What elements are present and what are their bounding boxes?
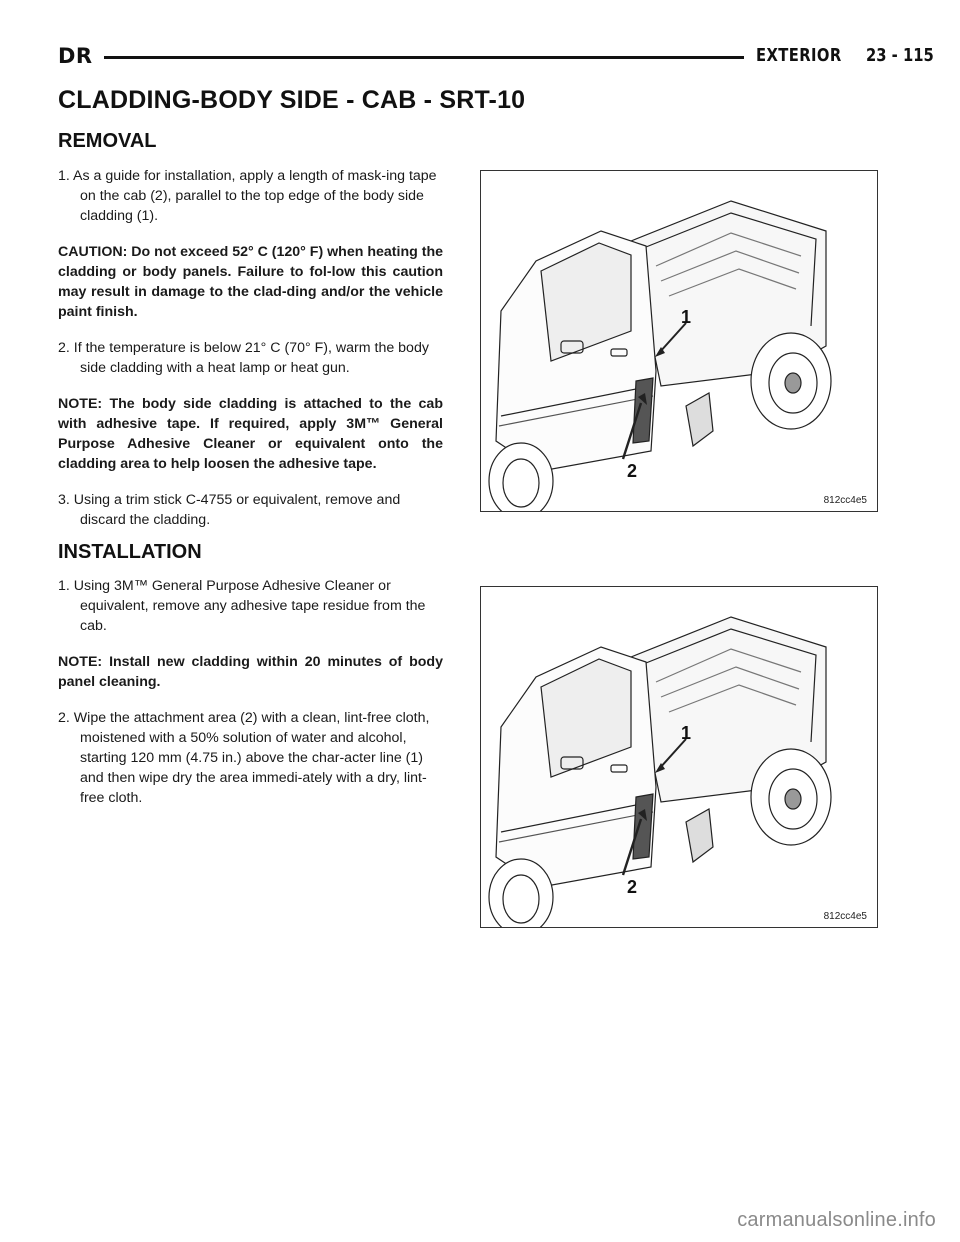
removal-heading: REMOVAL <box>58 130 157 152</box>
removal-step-2: 2. If the temperature is below 21° C (70° F), warm the body side cladding with a heat lamp or heat gun. <box>58 340 429 376</box>
section-name: EXTERIOR <box>756 45 842 66</box>
removal-step-1: 1. As a guide for installation, apply a length of mask-ing tape on the cab (2), parallel to the top edge of the body side cladding (1). <box>58 168 437 224</box>
model-code: DR <box>58 44 93 68</box>
watermark: carmanualsonline.info <box>737 1209 936 1231</box>
removal-text <box>58 166 443 546</box>
truck-cab-illustration <box>481 171 877 511</box>
callout-2: 2 <box>627 877 638 897</box>
removal-step-3: 3. Using a trim stick C-4755 or equivalent, remove and discard the cladding. <box>58 492 401 528</box>
page-header <box>58 44 934 74</box>
page-number: 23 - 115 <box>866 45 934 66</box>
callout-2: 2 <box>627 461 638 481</box>
removal-figure <box>480 170 878 512</box>
installation-step-1: 1. Using 3M™ General Purpose Adhesive Cleaner or equivalent, remove any adhesive tape residue from the cab. <box>58 578 426 634</box>
installation-figure <box>480 586 878 928</box>
header-rule <box>104 56 744 59</box>
installation-text <box>58 576 443 824</box>
installation-step-2: 2. Wipe the attachment area (2) with a clean, lint-free cloth, moistened with a 50% solution of water and alcohol, starting 120 mm (4.75 in.) above the char-acter line (1) and then wipe dry the area immedi-ately with a dry, lint-free cloth. <box>58 710 430 806</box>
figure-code: 812cc4e5 <box>823 495 867 506</box>
installation-note: NOTE: Install new cladding within 20 minutes of body panel cleaning. <box>58 654 443 690</box>
removal-caution: CAUTION: Do not exceed 52° C (120° F) when heating the cladding or body panels. Failure to fol-low this caution may result in damage to the clad-ding and/or the vehicle paint finish. <box>58 244 444 320</box>
page-title: CLADDING-BODY SIDE - CAB - SRT-10 <box>58 86 526 114</box>
installation-heading: INSTALLATION <box>58 541 202 563</box>
callout-1: 1 <box>681 307 692 327</box>
truck-cab-illustration <box>481 587 877 927</box>
callout-1: 1 <box>681 723 692 743</box>
figure-code: 812cc4e5 <box>823 911 867 922</box>
removal-note: NOTE: The body side cladding is attached to the cab with adhesive tape. If required, apply 3M™ General Purpose Adhesive Cleaner or equivalent onto the cladding area to help loosen the adhesive tape. <box>58 396 443 472</box>
